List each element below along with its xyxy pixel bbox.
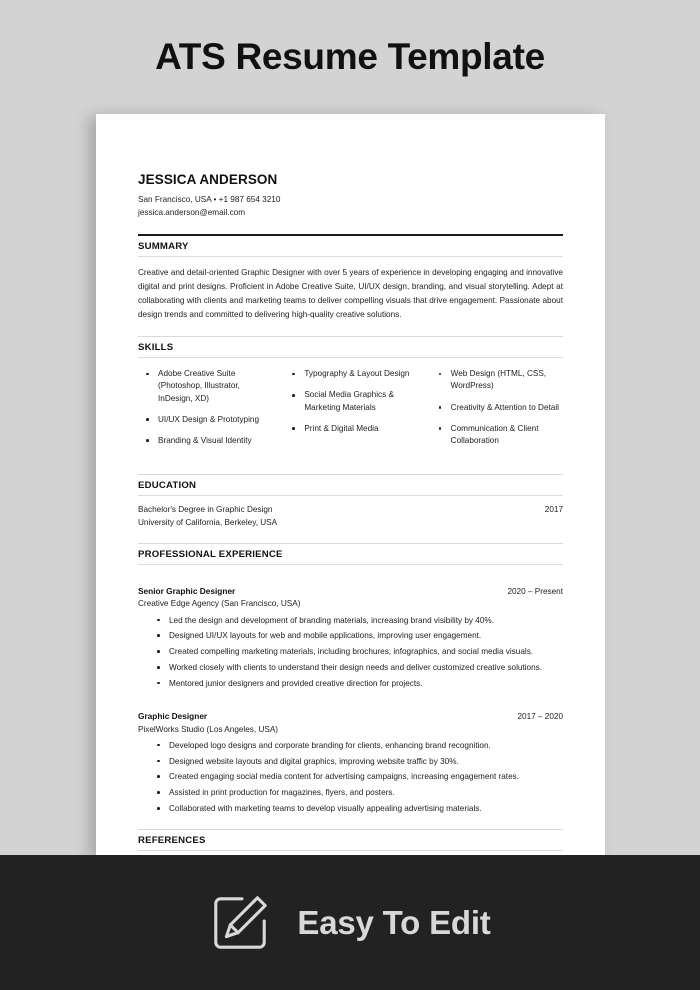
education-entry-row: [138, 505, 563, 514]
section-heading-education: EDUCATION: [138, 480, 197, 492]
experience-entry-row: [138, 711, 563, 721]
skills-grid: [138, 358, 563, 460]
job-bullet: Designed website layouts and digital graphics, improving website traffic by 30%.: [138, 755, 563, 768]
experience-entry: [138, 577, 563, 690]
skill-item: Web Design (HTML, CSS, WordPress): [431, 368, 563, 392]
education-entry: [138, 496, 563, 529]
contact-line-email: jessica.anderson@email.com: [138, 207, 246, 217]
footer-label: Easy To Edit: [297, 903, 491, 941]
skills-column-2: [284, 368, 416, 456]
skill-item: Adobe Creative Suite (Photoshop, Illustrator, InDesign, XD): [138, 368, 270, 404]
page-title: ATS Resume Template: [155, 36, 545, 77]
job-dates: 2020 – Present: [507, 586, 563, 596]
experience-entry-row: [138, 586, 563, 596]
job-title: Graphic Designer: [138, 711, 208, 722]
job-bullet: Collaborated with marketing teams to develop visually appealing advertising materials.: [138, 802, 563, 815]
resume-header: [138, 172, 563, 220]
education-institution: University of California, Berkeley, USA: [138, 517, 278, 527]
job-bullet: Created compelling marketing materials, including brochures, infographics, and social media visuals.: [138, 645, 563, 658]
job-bullet: Designed UI/UX layouts for web and mobile applications, improving user engagement.: [138, 629, 563, 642]
job-bullet: Developed logo designs and corporate branding for clients, enhancing brand recognition.: [138, 739, 563, 752]
skill-item: Typography & Layout Design: [284, 368, 416, 380]
section-summary: [138, 234, 563, 322]
job-title: Senior Graphic Designer: [138, 585, 236, 596]
summary-paragraph: Creative and detail-oriented Graphic Designer with over 5 years of experience in developing engaging and innovative digital and print designs. Proficient in Adobe Creative Suite, UI/UX design, branding, and visual storytelling. Adept at collaborating with clients and marketing teams to deliver compelling visuals that drive engagement. Passionate about design trends and committed to delivering high-quality creative solutions.: [138, 267, 563, 320]
skill-item: Print & Digital Media: [284, 423, 416, 435]
section-skills: [138, 336, 563, 460]
skills-column-1: [138, 368, 270, 456]
section-experience: [138, 543, 563, 815]
section-heading-experience: PROFESSIONAL EXPERIENCE: [138, 548, 283, 560]
job-bullet: Assisted in print production for magazines, flyers, and posters.: [138, 786, 563, 799]
skills-column-3: [431, 368, 563, 456]
skill-item: Communication & Client Collaboration: [431, 423, 563, 447]
job-bullet: Led the design and development of branding materials, increasing brand visibility by 40%.: [138, 614, 563, 627]
contact-line-location-phone: San Francisco, USA • +1 987 654 3210: [138, 195, 281, 204]
job-bullet: Worked closely with clients to understand their design needs and deliver customized creative solutions.: [138, 661, 563, 674]
skill-item: UI/UX Design & Prototyping: [138, 414, 270, 426]
section-heading-references: REFERENCES: [138, 835, 206, 847]
skill-item: Social Media Graphics & Marketing Materials: [284, 389, 416, 413]
education-degree: Bachelor's Degree in Graphic Design: [138, 505, 273, 515]
resume-document: [96, 114, 605, 858]
job-bullet-list: [138, 614, 563, 690]
job-company: PixelWorks Studio (Los Angeles, USA): [138, 724, 279, 734]
job-bullet: Created engaging social media content for advertising campaigns, increasing engagement rates.: [138, 770, 563, 783]
page-banner: [0, 0, 700, 114]
footer-banner: [0, 855, 700, 990]
job-bullet-list: [138, 739, 563, 815]
skill-item: Branding & Visual Identity: [138, 435, 270, 447]
edit-pencil-icon: [209, 892, 271, 954]
section-heading-skills: SKILLS: [138, 342, 174, 354]
section-rule-bottom: [138, 564, 563, 565]
skill-item: Creativity & Attention to Detail: [431, 402, 563, 414]
education-year: 2017: [544, 505, 563, 515]
experience-entry: [138, 702, 563, 815]
job-company: Creative Edge Agency (San Francisco, USA): [138, 599, 301, 609]
candidate-name: JESSICA ANDERSON: [138, 172, 278, 187]
section-heading-summary: SUMMARY: [138, 240, 189, 252]
section-education: [138, 474, 563, 529]
job-dates: 2017 – 2020: [517, 712, 563, 722]
job-bullet: Mentored junior designers and provided creative direction for projects.: [138, 677, 563, 690]
